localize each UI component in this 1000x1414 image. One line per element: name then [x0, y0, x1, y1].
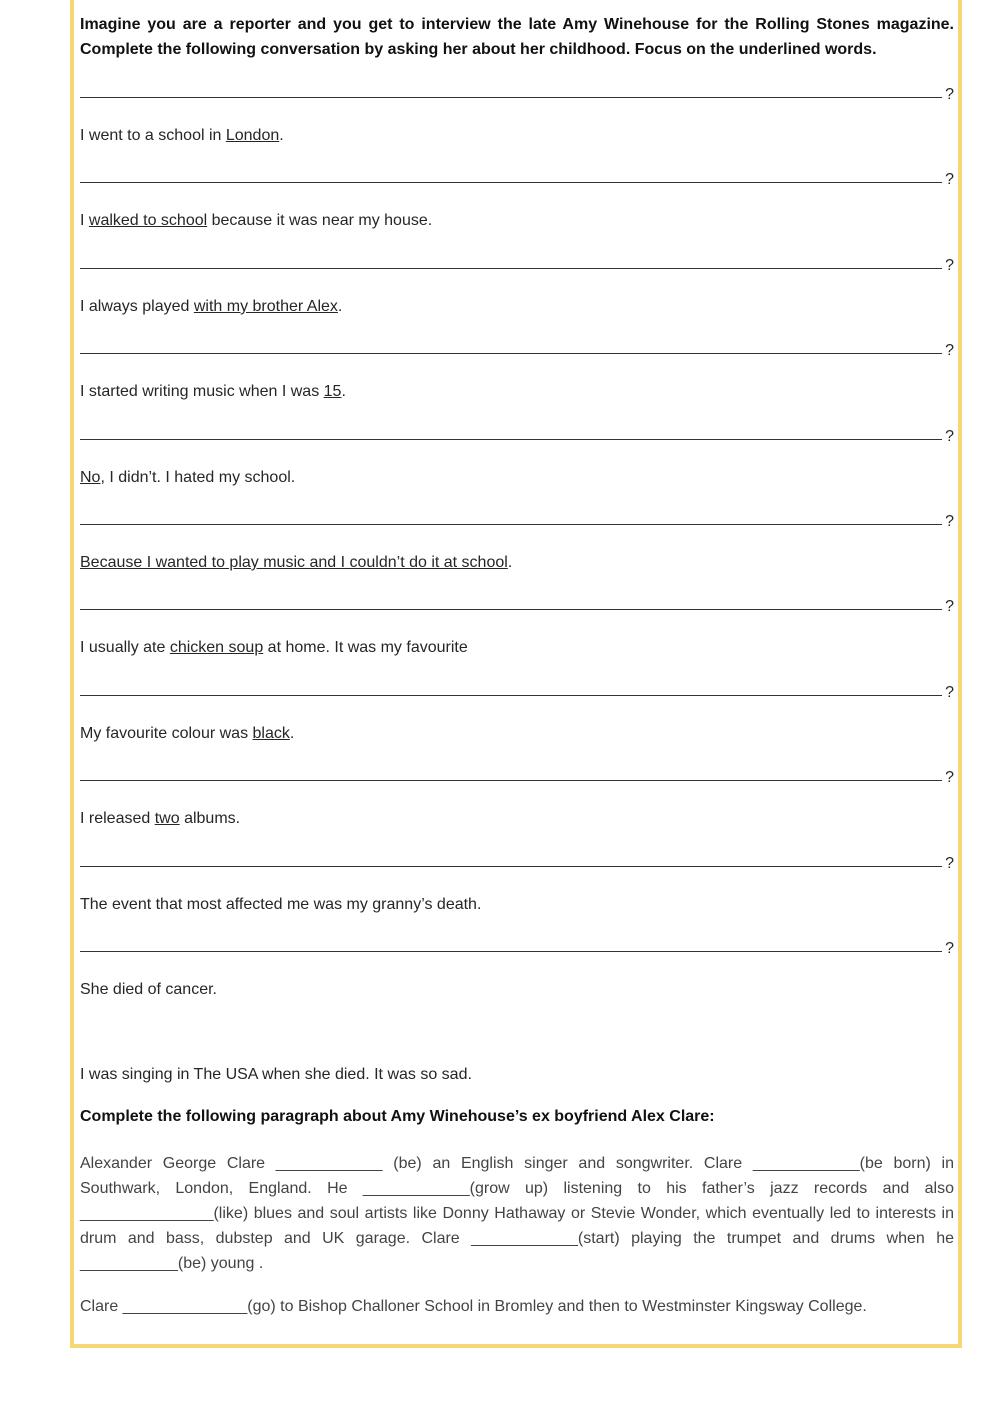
answer-pre: I went to a school in	[80, 127, 226, 144]
answer-underlined: black	[252, 724, 290, 742]
question-mark: ?	[945, 342, 954, 360]
question-mark: ?	[945, 854, 954, 872]
blank-line	[80, 353, 942, 354]
question-blank[interactable]	[80, 851, 954, 873]
answer-text	[80, 1064, 472, 1086]
question-mark: ?	[945, 683, 954, 701]
answer-post: .	[337, 297, 343, 315]
question-blank[interactable]	[80, 167, 954, 189]
blank-line	[80, 695, 942, 696]
answer-pre: She died of cancer.	[80, 981, 217, 998]
answer-underlined: walked to school	[88, 212, 208, 230]
answer-text	[80, 381, 346, 403]
question-blank[interactable]	[80, 680, 954, 702]
blank-line	[80, 97, 942, 98]
question-blank[interactable]	[80, 936, 954, 958]
page-border	[70, 0, 962, 1348]
answer-post: because it was near my house.	[207, 212, 433, 230]
question-blank[interactable]	[80, 253, 954, 275]
answer-post: .	[289, 724, 295, 742]
answer-post: at home. It was my favourite	[263, 639, 468, 657]
question-mark: ?	[945, 256, 954, 274]
answer-underlined: Because I wanted to play music and I couldn’t do it at school	[80, 554, 508, 571]
answer-post: albums.	[179, 810, 241, 828]
answer-underlined: No	[80, 468, 101, 486]
question-blank[interactable]	[80, 509, 954, 531]
answer-pre: I	[80, 212, 89, 230]
question-mark: ?	[945, 86, 954, 103]
answer-pre: I was singing in The USA when she died. It was so sad.	[80, 1066, 472, 1084]
question-blank[interactable]	[80, 338, 954, 360]
blank-line	[80, 866, 942, 867]
worksheet	[80, 0, 954, 1315]
answer-post: .	[507, 554, 513, 571]
question-mark: ?	[945, 598, 954, 616]
answer-pre: I always played	[80, 297, 194, 315]
answer-underlined: chicken soup	[169, 639, 264, 657]
blank-line	[80, 524, 942, 525]
question-mark: ?	[945, 513, 954, 530]
answer-text	[80, 552, 512, 574]
question-blank[interactable]	[80, 82, 954, 104]
answer-pre: My favourite colour was	[80, 724, 253, 742]
section2-title: Complete the following paragraph about Amy Winehouse’s ex boyfriend Alex Clare:	[80, 1108, 715, 1125]
answer-post: .	[341, 383, 346, 401]
answer-text	[80, 210, 432, 232]
blank-line	[80, 182, 942, 183]
answer-text	[80, 637, 468, 659]
blank-line	[80, 268, 942, 269]
answer-text	[80, 125, 284, 147]
answer-underlined: London	[225, 127, 280, 144]
answer-pre: I released	[80, 810, 155, 828]
question-blank[interactable]	[80, 594, 954, 616]
answer-underlined: 15	[323, 383, 342, 401]
instructions: Imagine you are a reporter and you get to interview the late Amy Winehouse for the Rolling Stones magazine. Complete the following conversation by asking her about her childhood. Focus on the underlined words.	[80, 16, 954, 58]
blank-line	[80, 780, 942, 781]
answer-post: , I didn’t. I hated my school.	[100, 468, 296, 486]
blank-line	[80, 439, 942, 440]
answer-text	[80, 979, 217, 1001]
question-mark: ?	[945, 940, 954, 957]
answer-text	[80, 723, 294, 745]
question-mark: ?	[945, 769, 954, 787]
paragraph-1: Alexander George Clare ____________ (be) an English singer and songwriter. Clare ____________(be born) in Southwark, London, England. He ____________(grow up) listening to his father’s jazz records and also _______________(like) blues and soul artists like Donny Hathaway or Stevie Wonder, which eventually led to interests in drum and bass, dubstep and UK garage. Clare ____________(start) playing the trumpet and drums when he ___________(be) young .	[80, 1155, 954, 1272]
question-blank[interactable]	[80, 765, 954, 787]
answer-underlined: with my brother Alex	[193, 297, 338, 315]
paragraph-2: Clare ______________(go) to Bishop Challoner School in Bromley and then to Westminster Kingsway College.	[80, 1298, 867, 1315]
answer-text	[80, 467, 295, 489]
answer-underlined: two	[154, 810, 180, 828]
answer-post: .	[279, 127, 284, 144]
question-mark: ?	[945, 171, 954, 189]
answer-pre: I usually ate	[80, 639, 170, 657]
answer-text	[80, 296, 342, 318]
blank-line	[80, 609, 942, 610]
question-mark: ?	[945, 427, 954, 445]
question-blank[interactable]	[80, 424, 954, 446]
answer-pre: The event that most affected me was my granny’s death.	[80, 895, 482, 913]
answer-pre: I started writing music when I was	[80, 383, 324, 401]
blank-line	[80, 951, 942, 952]
answer-text	[80, 894, 481, 916]
answer-text	[80, 808, 240, 830]
